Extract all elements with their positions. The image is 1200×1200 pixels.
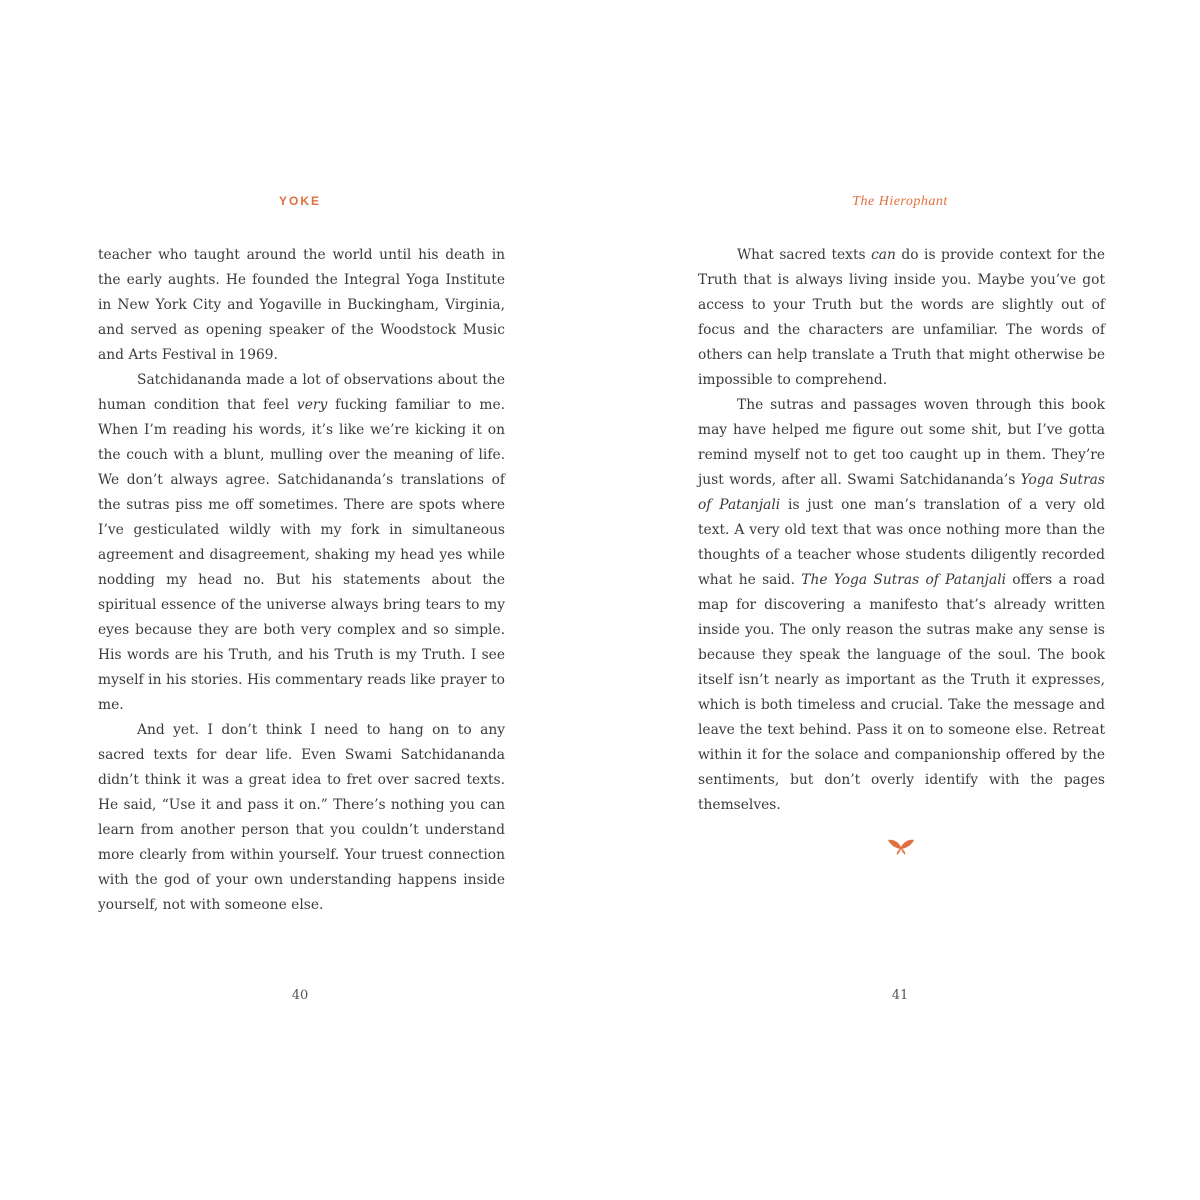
paragraph-text: What sacred texts [737,247,872,263]
running-head-right: The Hierophant [852,194,948,209]
paragraph-text: is just one man’s translation of a very old text. A very old text that was once nothing more than the thoughts of a teacher whose students diligently recorded what he said. [698,497,1105,588]
page-number-left: 40 [291,988,309,1003]
paragraph-text: Satchidananda made a lot of observations about the human condition that feel [98,372,505,413]
paragraph-text: teacher who taught around the world until his death in the early aughts. He founded the Integral Yoga Institute in New York City and Yogaville in Buckingham, Virginia, and served as opening speaker of the Woodstock Music and Arts Festival in 1969. [98,247,505,363]
paragraph-text: fucking familiar to me. When I’m reading his words, it’s like we’re kicking it on the couch with a blunt, mulling over the meaning of life. We don’t always agree. Satchidananda’s translations of the sutras piss me off sometimes. There are spots where I’ve gesticulated wildly with my fork in simultaneous agreement and disagreement, shaking my head yes while nodding my head no. But his statements about the spiritual essence of the universe always bring tears to my eyes because they are both very complex and so simple. His words are his Truth, and his Truth is my Truth. I see myself in his stories. His commentary reads like prayer to me. [98,397,505,713]
paragraph-text: offers a road map for discovering a manifesto that’s already written inside you. The only reason the sutras make any sense is because they speak the language of the soul. The book itself isn’t nearly as important as the Truth it expresses, which is both timeless and crucial. Take the message and leave the text behind. Pass it on to someone else. Retreat within it for the solace and companionship offered by the sentiments, but don’t overly identify with the pages themselves. [698,572,1105,813]
body-paragraph [98,243,505,368]
italic-text: The Yoga Sutras of Patanjali [801,572,1007,588]
italic-text: can [871,247,896,263]
paragraph-text: And yet. I don’t think I need to hang on to any sacred texts for dear life. Even Swami Satchidananda didn’t think it was a great idea to fret over sacred texts. He said, “Use it and pass it on.” There’s nothing you can learn from another person that you couldn’t understand more clearly from within yourself. Your truest connection with the god of your own understanding happens inside yourself, not with someone else. [98,722,505,913]
body-paragraph [698,393,1105,818]
body-paragraph [98,718,505,918]
left-page-body [98,243,505,918]
right-page [600,0,1200,1200]
italic-text: Yoga Sutras of Patanjali [698,472,1105,513]
paragraph-text: The sutras and passages woven through this book may have helped me figure out some shit, but I’ve gotta remind myself not to get too caught up in them. They’re just words, after all. Swami Satchidananda’s [698,397,1105,488]
page-number-right: 41 [891,988,909,1003]
running-head-left: YOKE [278,194,321,208]
moth-ornament-icon [886,838,916,856]
body-paragraph [98,368,505,718]
body-paragraph [698,243,1105,393]
italic-text: very [296,397,328,413]
paragraph-text: do is provide context for the Truth that is always living inside you. Maybe you’ve got access to your Truth but the words are slightly out of focus and the characters are unfamiliar. The words of others can help translate a Truth that might otherwise be impossible to comprehend. [698,247,1105,388]
right-page-body [698,243,1105,818]
